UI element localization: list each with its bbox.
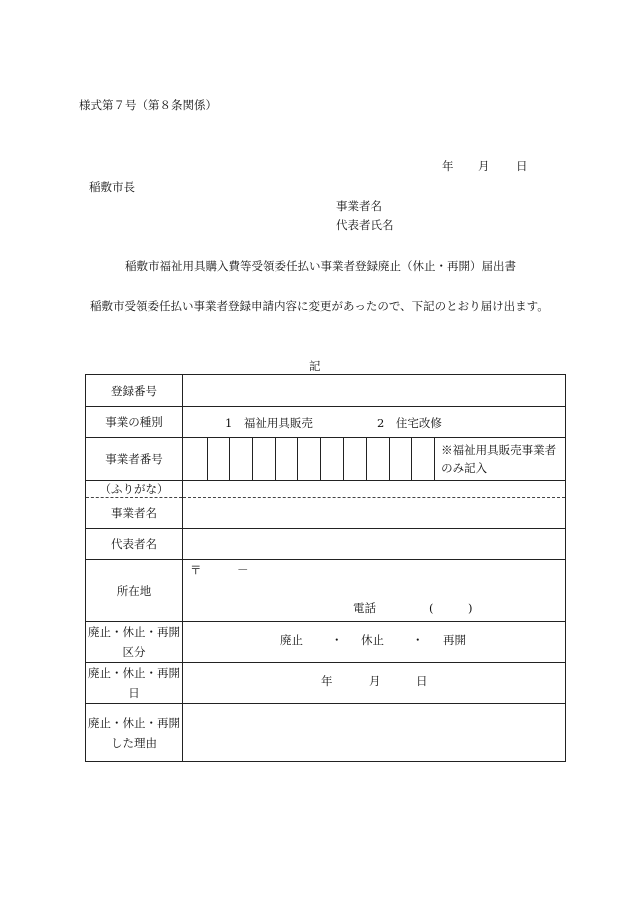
representative-name-field[interactable] [183, 529, 566, 560]
date-field-month: 月 [369, 674, 381, 688]
category-field [183, 622, 566, 663]
registration-number-label: 登録番号 [86, 375, 183, 407]
digit-box[interactable] [367, 438, 390, 480]
row-registration-number [86, 375, 566, 407]
type-option-1[interactable]: 1 福祉用具販売 [225, 416, 313, 430]
category-resume-option[interactable]: 再開 [443, 633, 466, 647]
representative-name-cell-label: 代表者名 [86, 529, 183, 560]
representative-name-label: 代表者氏名 [336, 218, 394, 232]
business-type-label: 事業の種別 [86, 407, 183, 438]
reason-label: 廃止・休止・再開した理由 [86, 704, 183, 762]
business-number-field [183, 438, 566, 481]
type-option-2[interactable]: 2 住宅改修 [377, 416, 442, 430]
form-table [85, 374, 566, 762]
row-furigana [86, 481, 566, 498]
postal-mark: 〒 [190, 563, 202, 577]
location-label: 所在地 [86, 560, 183, 622]
digit-box[interactable] [321, 438, 344, 480]
document-title: 稲敷市福祉用具購入費等受領委任払い事業者登録廃止（休止・再開）届出書 [125, 259, 516, 273]
location-field[interactable] [183, 560, 566, 622]
phone-parens: ( ) [429, 601, 473, 615]
row-reason [86, 704, 566, 762]
date-field-year: 年 [321, 674, 333, 688]
row-category [86, 622, 566, 663]
recipient: 稲敷市長 [89, 180, 135, 194]
phone-label: 電話 [353, 601, 376, 615]
form-number: 様式第７号（第８条関係） [79, 98, 217, 112]
date-field-day: 日 [416, 674, 428, 688]
digit-box[interactable] [230, 438, 253, 480]
furigana-field[interactable] [183, 481, 566, 498]
row-business-number [86, 438, 566, 481]
body-text: 稲敷市受領委任払い事業者登録申請内容に変更があったので、下記のとおり届け出ます。 [90, 299, 549, 313]
category-separator: ・ [331, 633, 343, 647]
business-name-label: 事業者名 [336, 199, 382, 213]
digit-box[interactable] [276, 438, 299, 480]
category-abolish-option[interactable]: 廃止 [280, 633, 303, 647]
date-line [442, 158, 528, 174]
reason-field[interactable] [183, 704, 566, 762]
row-representative-name [86, 529, 566, 560]
digit-box[interactable] [412, 438, 435, 480]
registration-number-field[interactable] [183, 375, 566, 407]
digit-box[interactable] [253, 438, 276, 480]
business-name-field[interactable] [183, 498, 566, 529]
date-label: 廃止・休止・再開日 [86, 663, 183, 704]
business-name-cell-label: 事業者名 [86, 498, 183, 529]
row-date [86, 663, 566, 704]
ki-heading: 記 [309, 359, 321, 373]
date-year-label: 年 [442, 159, 454, 173]
business-number-note: ※福祉用具販売事業者のみ記入 [441, 443, 557, 475]
date-day-label: 日 [516, 159, 528, 173]
date-month-label: 月 [478, 159, 490, 173]
row-business-type [86, 407, 566, 438]
category-label: 廃止・休止・再開区分 [86, 622, 183, 663]
category-separator: ・ [412, 633, 424, 647]
business-type-field[interactable] [183, 407, 566, 438]
row-location [86, 560, 566, 622]
postal-dash: － [237, 563, 249, 577]
date-field[interactable] [183, 663, 566, 704]
digit-box[interactable] [298, 438, 321, 480]
furigana-label: （ふりがな） [86, 481, 183, 498]
category-suspend-option[interactable]: 休止 [361, 633, 384, 647]
business-number-label: 事業者番号 [86, 438, 183, 481]
row-business-name [86, 498, 566, 529]
digit-box[interactable] [390, 438, 413, 480]
digit-box[interactable] [207, 438, 230, 480]
digit-box[interactable] [344, 438, 367, 480]
